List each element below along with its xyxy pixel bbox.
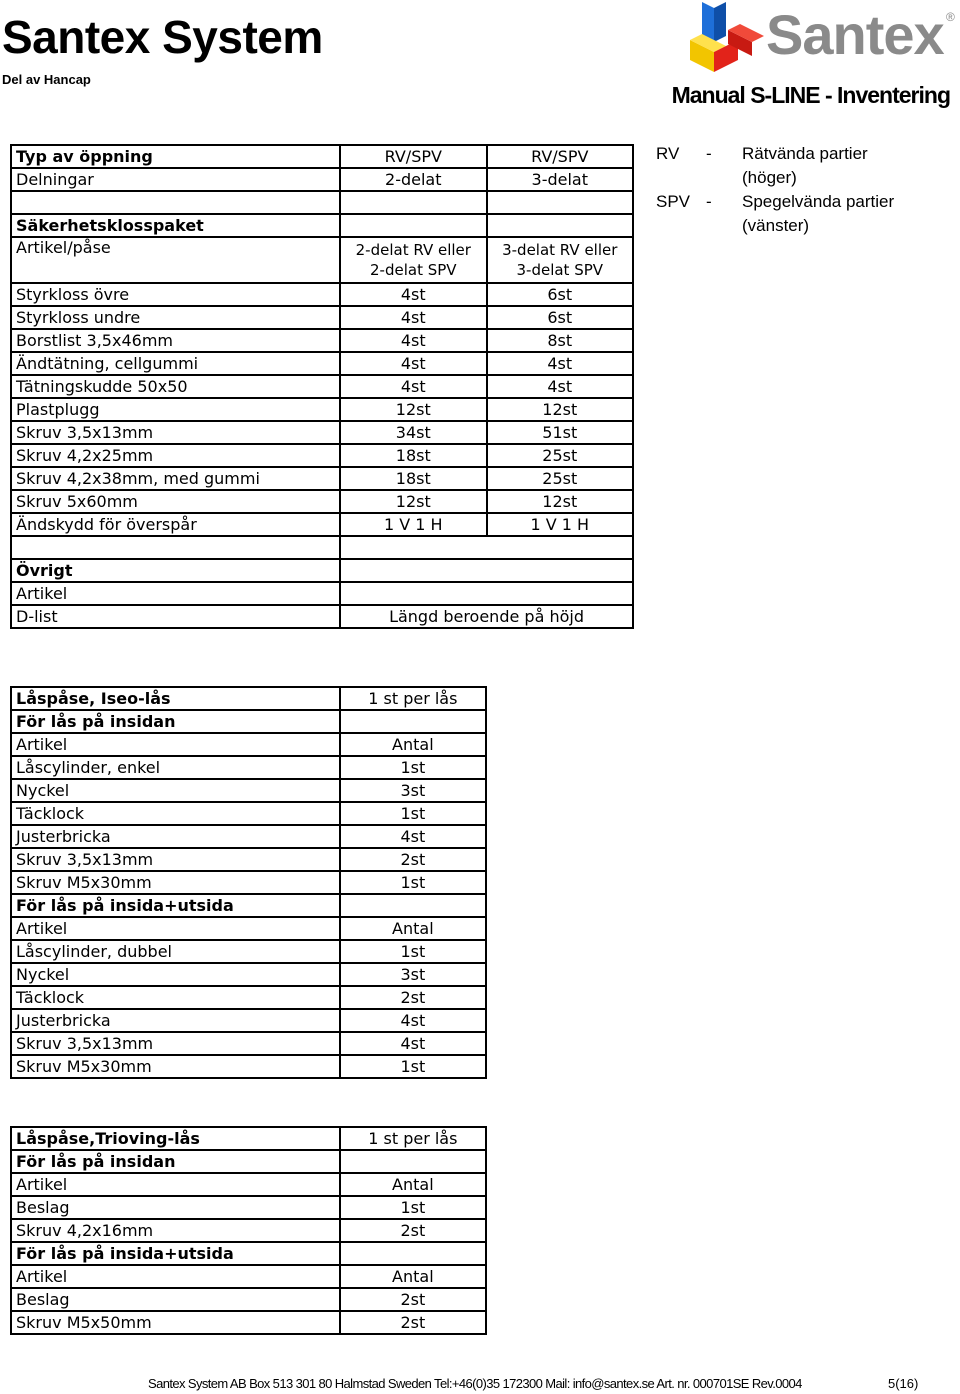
legend-row — [656, 190, 932, 238]
trioving-lock-table-body — [11, 1127, 486, 1196]
spacer-row — [11, 191, 633, 214]
registered-mark: ® — [946, 10, 955, 24]
manual-title: Manual S-LINE - Inventering — [671, 82, 950, 108]
table-cell: Justerbricka — [11, 825, 340, 848]
split-row — [11, 168, 633, 191]
table-cell: 8st — [487, 329, 633, 352]
table-cell: 12st — [487, 490, 633, 513]
table-cell: 4st — [340, 306, 486, 329]
santex-logo — [688, 2, 958, 80]
legend-line: (höger) — [742, 168, 797, 187]
table-row — [11, 779, 486, 802]
table-row — [11, 329, 633, 352]
table-cell — [340, 1150, 486, 1173]
legend-value — [742, 142, 932, 190]
table-cell: 1st — [340, 871, 486, 894]
trioving-both-rows — [11, 1288, 486, 1334]
table-row — [11, 963, 486, 986]
table-row — [11, 421, 633, 444]
legend-key: RV — [656, 144, 680, 163]
iseo-inside-rows — [11, 756, 486, 894]
table-cell: Styrkloss övre — [11, 283, 340, 306]
other-section — [11, 536, 633, 628]
iseo-both-rows — [11, 940, 486, 1078]
cell-line: 2-delat RV eller — [355, 241, 471, 259]
cell-line: 2-delat SPV — [370, 261, 457, 279]
cell-line: 3-delat RV eller — [502, 241, 618, 259]
table-cell: 6st — [487, 306, 633, 329]
legend — [656, 142, 932, 238]
table-cell: 1 st per lås — [340, 1127, 486, 1150]
legend-dash: - — [706, 192, 712, 211]
column-header-row — [11, 1173, 486, 1196]
table-cell: Tätningskudde 50x50 — [11, 375, 340, 398]
table-row — [11, 1009, 486, 1032]
table-row — [11, 1032, 486, 1055]
table-cell: 4st — [340, 352, 486, 375]
table-cell: Täcklock — [11, 802, 340, 825]
other-article-row — [11, 582, 633, 605]
trioving-inside-rows — [11, 1196, 486, 1242]
table-row — [11, 756, 486, 779]
table-cell: Borstlist 3,5x46mm — [11, 329, 340, 352]
table-row — [11, 490, 633, 513]
table-cell — [340, 582, 633, 605]
table-cell: Ändskydd för överspår — [11, 513, 340, 536]
table-cell: Beslag — [11, 1288, 340, 1311]
table-cell — [340, 894, 486, 917]
table-cell: 3-delat — [487, 168, 633, 191]
table-cell: Artikel — [11, 582, 340, 605]
table-cell: Skruv 5x60mm — [11, 490, 340, 513]
iseo-lock-table-body — [11, 687, 486, 756]
table-cell: Täcklock — [11, 986, 340, 1009]
table-cell: 2st — [340, 986, 486, 1009]
table-cell: Låscylinder, dubbel — [11, 940, 340, 963]
table-cell: Skruv 3,5x13mm — [11, 421, 340, 444]
table-cell: 4st — [340, 329, 486, 352]
iseo-lock-table — [10, 686, 487, 1079]
footer-text: Santex System AB Box 513 301 80 Halmstad Sweden Tel:+46(0)35 172300 Mail: info@santex.se Art. nr. 000701SE Rev.0004 — [148, 1376, 802, 1391]
table-cell: Artikel — [11, 1173, 340, 1196]
table-cell: Antal — [340, 1173, 486, 1196]
table-row — [11, 513, 633, 536]
table-cell: 2-delat — [340, 168, 486, 191]
table-cell: För lås på insidan — [11, 710, 340, 733]
table-cell: Låspåse, Iseo-lås — [11, 687, 340, 710]
table-cell: 2st — [340, 1219, 486, 1242]
table-cell: Skruv 4,2x25mm — [11, 444, 340, 467]
table-cell: Ändtätning, cellgummi — [11, 352, 340, 375]
table-cell: 2st — [340, 1311, 486, 1334]
trioving-section2-head — [11, 1242, 486, 1288]
table-cell: Beslag — [11, 1196, 340, 1219]
table-row — [11, 375, 633, 398]
table-cell: 1st — [340, 802, 486, 825]
legend-row — [656, 142, 932, 190]
table-cell: Antal — [340, 1265, 486, 1288]
table-cell: Antal — [340, 917, 486, 940]
table-cell: Längd beroende på höjd — [340, 605, 633, 628]
table-cell: Artikel — [11, 917, 340, 940]
table-cell: Nyckel — [11, 779, 340, 802]
legend-value — [742, 190, 932, 238]
table-cell: 4st — [487, 352, 633, 375]
table-cell: 2st — [340, 1288, 486, 1311]
table-cell: 12st — [340, 398, 486, 421]
table-cell: 3st — [340, 779, 486, 802]
table-cell: 4st — [487, 375, 633, 398]
package-title-row — [11, 214, 633, 237]
table-cell: 1 st per lås — [340, 687, 486, 710]
table-row — [11, 802, 486, 825]
legend-line: (vänster) — [742, 216, 810, 235]
table-row — [11, 1219, 486, 1242]
table-cell: Skruv M5x30mm — [11, 871, 340, 894]
safety-block-table — [10, 144, 634, 629]
table-row — [11, 848, 486, 871]
legend-dash: - — [706, 144, 712, 163]
brand-subtitle: Del av Hancap — [2, 72, 91, 87]
table-cell: D-list — [11, 605, 340, 628]
column-header-row — [11, 917, 486, 940]
cell-line: 3-delat SPV — [516, 261, 604, 279]
logo-wordmark: Santex — [766, 3, 944, 66]
table-cell: Artikel — [11, 733, 340, 756]
legend-key: SPV — [656, 192, 691, 211]
table-cell: 1 V 1 H — [340, 513, 486, 536]
table-row — [11, 1288, 486, 1311]
table-cell: Låspåse,Trioving-lås — [11, 1127, 340, 1150]
table-cell: Låscylinder, enkel — [11, 756, 340, 779]
spacer-row — [11, 536, 633, 559]
table-cell: För lås på insida+utsida — [11, 1242, 340, 1265]
column-header-row — [11, 1265, 486, 1288]
table-cell: 18st — [340, 444, 486, 467]
table-cell: 1 V 1 H — [487, 513, 633, 536]
table-cell — [340, 214, 486, 237]
table-cell — [340, 559, 633, 582]
table-cell: Antal — [340, 733, 486, 756]
section-row — [11, 1150, 486, 1173]
table-cell: RV/SPV — [487, 145, 633, 168]
section-row — [11, 710, 486, 733]
trioving-lock-table — [10, 1126, 487, 1335]
safety-block-table-body — [11, 145, 633, 283]
article-header-row — [11, 237, 633, 283]
table-cell: 4st — [340, 283, 486, 306]
table-row — [11, 1055, 486, 1078]
table-cell — [340, 710, 486, 733]
table-cell: 2st — [340, 848, 486, 871]
table-cell: 25st — [487, 444, 633, 467]
table-cell — [487, 237, 633, 283]
table-row — [11, 352, 633, 375]
table-cell: Typ av öppning — [11, 145, 340, 168]
opening-type-row — [11, 145, 633, 168]
table-cell: 4st — [340, 1009, 486, 1032]
table-cell: Säkerhetsklosspaket — [11, 214, 340, 237]
table-cell: 34st — [340, 421, 486, 444]
safety-block-rows — [11, 283, 633, 536]
table-cell: 4st — [340, 1032, 486, 1055]
table-cell: För lås på insida+utsida — [11, 894, 340, 917]
table-row — [11, 825, 486, 848]
table-cell: Styrkloss undre — [11, 306, 340, 329]
dlist-row — [11, 605, 633, 628]
iseo-section2-head — [11, 894, 486, 940]
legend-line: Rätvända partier — [742, 144, 868, 163]
table-row — [11, 1311, 486, 1334]
table-cell — [340, 1242, 486, 1265]
table-cell: 1st — [340, 756, 486, 779]
table-cell: Plastplugg — [11, 398, 340, 421]
table-cell: Skruv 3,5x13mm — [11, 848, 340, 871]
lock-title-row — [11, 687, 486, 710]
table-row — [11, 467, 633, 490]
table-cell: Artikel/påse — [11, 237, 340, 283]
section-row — [11, 1242, 486, 1265]
table-cell: Skruv M5x50mm — [11, 1311, 340, 1334]
table-cell: Skruv 4,2x16mm — [11, 1219, 340, 1242]
table-cell: 3st — [340, 963, 486, 986]
table-row — [11, 1196, 486, 1219]
table-cell: 18st — [340, 467, 486, 490]
table-cell: Skruv 3,5x13mm — [11, 1032, 340, 1055]
table-row — [11, 283, 633, 306]
table-cell — [487, 214, 633, 237]
table-cell: 4st — [340, 825, 486, 848]
table-row — [11, 398, 633, 421]
table-row — [11, 306, 633, 329]
table-cell: 25st — [487, 467, 633, 490]
brand-title: Santex System — [2, 11, 323, 63]
other-title-row — [11, 559, 633, 582]
table-cell: 1st — [340, 1055, 486, 1078]
table-cell: För lås på insidan — [11, 1150, 340, 1173]
table-cell: Skruv 4,2x38mm, med gummi — [11, 467, 340, 490]
table-cell: RV/SPV — [340, 145, 486, 168]
table-cell: Artikel — [11, 1265, 340, 1288]
table-cell: 1st — [340, 1196, 486, 1219]
table-cell: Övrigt — [11, 559, 340, 582]
lock-title-row — [11, 1127, 486, 1150]
table-cell: Justerbricka — [11, 1009, 340, 1032]
table-cell: 51st — [487, 421, 633, 444]
table-cell: 4st — [340, 375, 486, 398]
table-cell: 12st — [487, 398, 633, 421]
table-row — [11, 444, 633, 467]
page-number: 5(16) — [888, 1376, 919, 1391]
column-header-row — [11, 733, 486, 756]
table-cell: Nyckel — [11, 963, 340, 986]
table-row — [11, 986, 486, 1009]
table-cell: Skruv M5x30mm — [11, 1055, 340, 1078]
table-cell: 6st — [487, 283, 633, 306]
table-cell: 1st — [340, 940, 486, 963]
table-cell: 12st — [340, 490, 486, 513]
cube-logo-icon — [688, 2, 764, 74]
table-cell — [340, 237, 486, 283]
section-row — [11, 894, 486, 917]
legend-line: Spegelvända partier — [742, 192, 895, 211]
table-cell: Delningar — [11, 168, 340, 191]
table-row — [11, 871, 486, 894]
table-row — [11, 940, 486, 963]
